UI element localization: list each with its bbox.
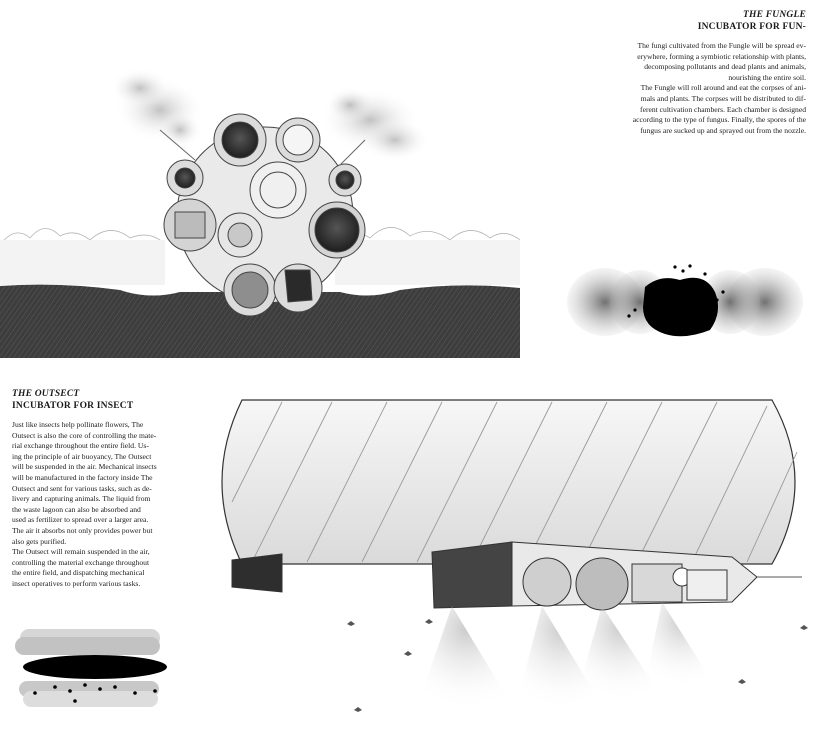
fungle-silhouette-diagram bbox=[565, 262, 805, 344]
spore-plume-left bbox=[110, 68, 205, 148]
fungle-title-italic: THE FUNGLE bbox=[743, 10, 806, 20]
outsect-silhouette-diagram bbox=[15, 625, 170, 715]
fungle-description: The fungi cultivated from the Fungle will be spread ev- erywhere, forming a symbiotic relationship with plants, decomposing pollutants and dead plants and animals, nourishing the entire soil. The Fungle will roll around and eat the corpses of ani- mals and plants. The corpses will be distributed to dif- ferent cultivation chambers. Each chamber is designed according to the type of fungus. Finally, the spores of the fungus are sucked up and sprayed out from the nozzle. bbox=[632, 41, 806, 135]
spore-plume-right bbox=[320, 87, 430, 162]
spray-cones bbox=[412, 602, 722, 722]
airship-envelope bbox=[222, 400, 797, 564]
outsect-title: INCUBATOR FOR INSECT bbox=[12, 401, 134, 411]
outsect-title-italic: THE OUTSECT bbox=[12, 389, 80, 399]
outsect-illustration bbox=[212, 392, 818, 736]
fungle-illustration bbox=[0, 0, 520, 360]
fungle-title: INCUBATOR FOR FUN- bbox=[697, 22, 806, 32]
outsect-description: Just like insects help pollinate flowers, The Outsect is also the core of controlling the mate- rial exchange throughout the entire field. Us- ing the principle of air buoyancy, The Outsect will be suspended in the air. Mechanical insects will be manufactured in the factory inside The Outsect and sent for various tasks, such as de- livery and capturing animals. The liquid from the waste lagoon can also be absorbed and used as fertilizer to spread over a larger area. The air it absorbs not only provides power but also gets purified. The Outsect will remain suspended in the air, controlling the material exchange throughout the entire field, and dispatching mechanical insect operatives to perform various tasks. bbox=[12, 420, 157, 588]
